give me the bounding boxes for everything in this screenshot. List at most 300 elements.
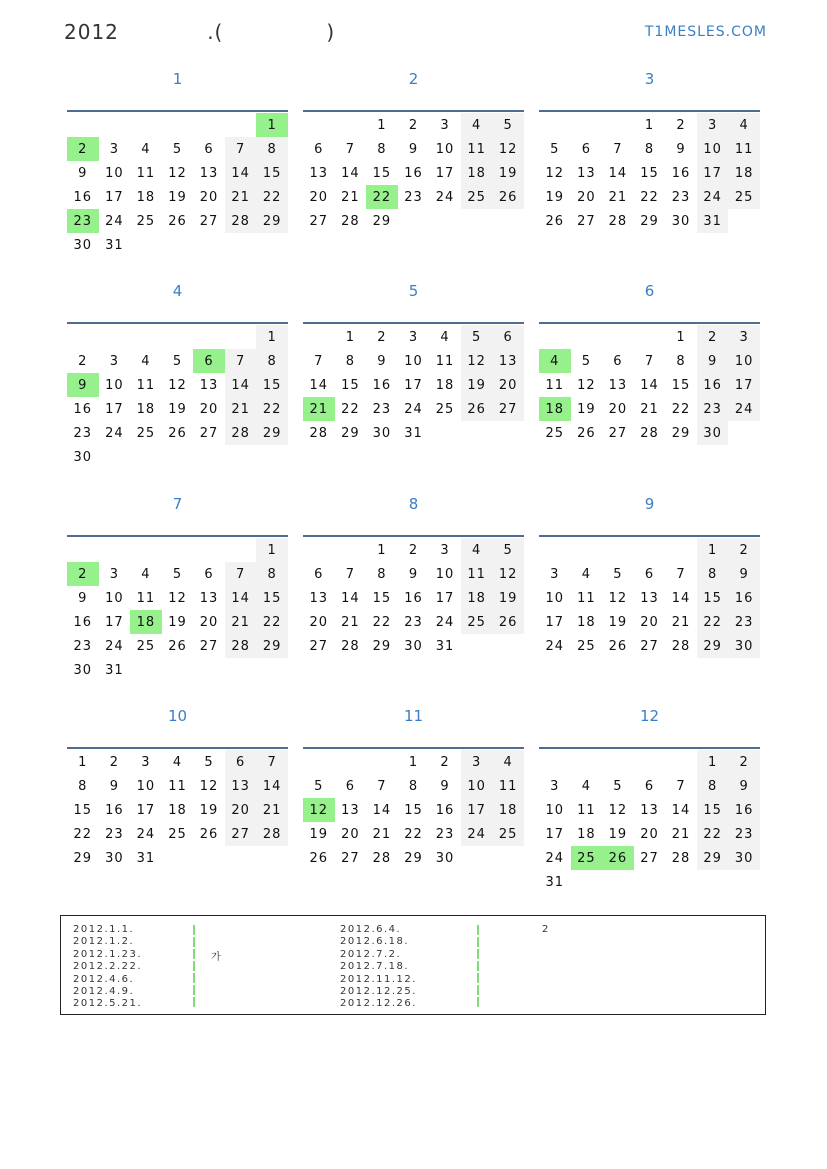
day-cell: 29: [73, 850, 93, 866]
day-cell: 14: [256, 774, 288, 798]
holiday-dates-right: [340, 924, 417, 1011]
empty-cell: [225, 325, 257, 349]
day-grid: [67, 113, 288, 257]
day-cell: 25: [136, 213, 156, 229]
day-cell: 26: [168, 213, 187, 229]
day-cell: 14: [671, 802, 691, 818]
note-date: 2012.7.18.: [340, 961, 410, 973]
day-cell: 1: [408, 754, 419, 770]
day-cell: 22: [671, 401, 691, 417]
empty-cell: [571, 113, 603, 137]
day-cell: 4: [581, 778, 591, 794]
day-cell: 26: [168, 425, 187, 441]
month-10: [67, 707, 288, 866]
day-cell: 27: [225, 822, 257, 846]
day-cell: 26: [545, 213, 565, 229]
month-title: 10: [167, 707, 188, 725]
month-8: [303, 495, 524, 654]
month-6: [539, 282, 760, 441]
day-cell: 27: [577, 213, 596, 229]
holiday-day-cell: 23: [67, 209, 99, 233]
day-cell: 9: [78, 165, 88, 181]
month-divider: [67, 322, 288, 324]
empty-cell: [602, 325, 634, 349]
day-cell: 14: [341, 590, 360, 606]
day-grid: [303, 325, 524, 445]
month-divider: [539, 110, 760, 112]
month-title: 3: [644, 70, 655, 88]
empty-cell: [162, 113, 194, 137]
day-cell: 17: [105, 401, 124, 417]
day-cell: 5: [613, 566, 623, 582]
day-cell: 19: [168, 401, 187, 417]
day-cell: 2: [109, 754, 119, 770]
day-cell: 3: [440, 542, 450, 558]
day-cell: 1: [256, 538, 288, 562]
day-cell: 2: [728, 538, 760, 562]
day-cell: 1: [697, 538, 729, 562]
day-cell: 3: [728, 325, 760, 349]
day-cell: 25: [435, 401, 455, 417]
day-cell: 3: [408, 329, 419, 345]
day-cell: 18: [168, 802, 187, 818]
day-cell: 8: [78, 778, 88, 794]
day-cell: 23: [73, 425, 93, 441]
day-cell: 4: [141, 141, 151, 157]
day-cell: 13: [640, 802, 659, 818]
day-cell: 5: [581, 353, 591, 369]
day-cell: 4: [581, 566, 591, 582]
day-cell: 19: [608, 826, 628, 842]
note-date: 2012.11.12.: [340, 973, 417, 985]
day-cell: 7: [345, 566, 355, 582]
day-cell: 15: [697, 798, 729, 822]
day-cell: 26: [608, 638, 628, 654]
day-cell: 12: [461, 349, 493, 373]
day-cell: 15: [640, 165, 659, 181]
day-cell: 9: [697, 349, 729, 373]
day-cell: 12: [168, 377, 187, 393]
day-cell: 20: [608, 401, 628, 417]
day-cell: 31: [404, 425, 423, 441]
note-date: 2012.1.1.: [73, 924, 135, 935]
month-title: 8: [408, 495, 419, 513]
day-cell: 30: [73, 449, 93, 465]
day-cell: 22: [256, 610, 288, 634]
day-cell: 1: [256, 325, 288, 349]
day-cell: 27: [640, 638, 659, 654]
month-title: 5: [408, 282, 419, 300]
day-cell: 11: [435, 353, 455, 369]
day-cell: 10: [404, 353, 423, 369]
day-cell: 19: [309, 826, 329, 842]
day-cell: 10: [105, 590, 124, 606]
day-grid: [67, 538, 288, 682]
day-cell: 21: [640, 401, 659, 417]
day-cell: 20: [309, 189, 329, 205]
day-cell: 5: [172, 353, 183, 369]
day-cell: 10: [697, 137, 729, 161]
day-cell: 27: [341, 850, 360, 866]
day-cell: 26: [492, 185, 524, 209]
day-cell: 9: [377, 353, 387, 369]
day-cell: 29: [256, 634, 288, 658]
month-title: 4: [172, 282, 183, 300]
month-title: 9: [644, 495, 655, 513]
day-cell: 16: [372, 377, 392, 393]
day-cell: 23: [728, 610, 760, 634]
day-cell: 4: [172, 754, 183, 770]
day-cell: 24: [105, 638, 124, 654]
day-cell: 22: [341, 401, 360, 417]
day-cell: 17: [545, 826, 565, 842]
day-cell: 30: [697, 421, 729, 445]
day-cell: 27: [199, 213, 219, 229]
day-cell: 20: [199, 401, 219, 417]
day-cell: 11: [136, 590, 156, 606]
empty-cell: [335, 113, 367, 137]
day-cell: 22: [256, 185, 288, 209]
day-cell: 21: [608, 189, 628, 205]
day-cell: 15: [372, 590, 392, 606]
day-cell: 28: [640, 425, 659, 441]
day-cell: 24: [136, 826, 156, 842]
month-title: 1: [172, 70, 183, 88]
day-cell: 17: [435, 590, 455, 606]
day-cell: 9: [78, 590, 88, 606]
day-cell: 13: [309, 590, 329, 606]
day-cell: 8: [377, 141, 387, 157]
day-cell: 8: [676, 353, 686, 369]
day-cell: 24: [545, 638, 565, 654]
day-cell: 6: [613, 353, 623, 369]
day-cell: 17: [435, 165, 455, 181]
empty-cell: [303, 325, 335, 349]
day-cell: 20: [640, 826, 659, 842]
day-cell: 14: [309, 377, 329, 393]
day-cell: 15: [341, 377, 360, 393]
day-cell: 28: [225, 421, 257, 445]
empty-cell: [99, 325, 131, 349]
note-date: 2012.12.25.: [340, 986, 417, 998]
day-cell: 29: [256, 209, 288, 233]
holiday-day-cell: 25: [571, 846, 603, 870]
day-cell: 2: [377, 329, 387, 345]
day-cell: 23: [404, 189, 423, 205]
day-cell: 17: [545, 614, 565, 630]
empty-cell: [665, 538, 697, 562]
day-cell: 11: [136, 377, 156, 393]
holiday-day-cell: 21: [303, 397, 335, 421]
day-cell: 5: [492, 538, 524, 562]
day-cell: 3: [109, 141, 119, 157]
day-cell: 17: [404, 377, 423, 393]
note-description-left: 가: [211, 952, 222, 963]
day-cell: 14: [225, 161, 257, 185]
day-grid: [67, 750, 288, 870]
day-cell: 23: [671, 189, 691, 205]
empty-cell: [634, 325, 666, 349]
day-cell: 17: [105, 614, 124, 630]
day-cell: 16: [404, 165, 423, 181]
brand-logo-link[interactable]: T1MESLES.COM: [644, 24, 767, 40]
day-cell: 5: [172, 566, 183, 582]
day-cell: 8: [644, 141, 655, 157]
day-cell: 5: [204, 754, 214, 770]
day-cell: 11: [461, 137, 493, 161]
day-cell: 18: [577, 614, 596, 630]
day-cell: 16: [73, 614, 93, 630]
day-cell: 19: [577, 401, 596, 417]
day-cell: 9: [408, 141, 419, 157]
day-cell: 14: [225, 373, 257, 397]
day-cell: 24: [435, 189, 455, 205]
day-cell: 5: [314, 778, 324, 794]
day-cell: 19: [608, 614, 628, 630]
day-cell: 30: [671, 213, 691, 229]
day-cell: 31: [105, 237, 124, 253]
day-cell: 23: [73, 638, 93, 654]
day-cell: 15: [697, 586, 729, 610]
month-title: 6: [644, 282, 655, 300]
day-cell: 18: [461, 161, 493, 185]
day-cell: 25: [136, 638, 156, 654]
day-cell: 30: [728, 846, 760, 870]
month-divider: [539, 322, 760, 324]
day-cell: 30: [105, 850, 124, 866]
day-cell: 26: [199, 826, 219, 842]
empty-cell: [571, 325, 603, 349]
day-cell: 2: [697, 325, 729, 349]
day-cell: 13: [341, 802, 360, 818]
month-divider: [303, 322, 524, 324]
day-cell: 8: [256, 137, 288, 161]
empty-cell: [571, 538, 603, 562]
day-cell: 13: [309, 165, 329, 181]
day-cell: 1: [377, 542, 387, 558]
day-cell: 12: [545, 165, 565, 181]
day-cell: 28: [671, 850, 691, 866]
day-cell: 27: [309, 213, 329, 229]
day-cell: 12: [168, 590, 187, 606]
day-cell: 6: [314, 566, 324, 582]
empty-cell: [193, 113, 225, 137]
day-cell: 15: [404, 802, 423, 818]
day-cell: 24: [697, 185, 729, 209]
month-1: [67, 70, 288, 253]
day-cell: 29: [372, 213, 392, 229]
empty-cell: [193, 538, 225, 562]
day-cell: 13: [225, 774, 257, 798]
month-divider: [303, 110, 524, 112]
day-cell: 14: [608, 165, 628, 181]
note-date: 2012.1.23.: [73, 948, 143, 960]
day-cell: 12: [199, 778, 219, 794]
day-cell: 16: [671, 165, 691, 181]
day-cell: 17: [136, 802, 156, 818]
empty-cell: [602, 113, 634, 137]
day-cell: 24: [105, 425, 124, 441]
day-cell: 14: [671, 590, 691, 606]
empty-cell: [539, 325, 571, 349]
day-cell: 14: [341, 165, 360, 181]
day-cell: 8: [697, 562, 729, 586]
day-cell: 3: [697, 113, 729, 137]
day-cell: 12: [608, 590, 628, 606]
day-cell: 9: [440, 778, 450, 794]
day-cell: 5: [172, 141, 183, 157]
day-cell: 6: [644, 778, 655, 794]
month-divider: [67, 535, 288, 537]
day-cell: 7: [345, 141, 355, 157]
day-cell: 21: [372, 826, 392, 842]
day-cell: 6: [644, 566, 655, 582]
holiday-day-cell: 26: [602, 846, 634, 870]
day-cell: 21: [341, 614, 360, 630]
day-cell: 4: [461, 538, 493, 562]
day-cell: 10: [545, 590, 565, 606]
note-separator: [193, 925, 195, 1009]
day-cell: 29: [404, 850, 423, 866]
note-date: 2012.12.26.: [340, 998, 417, 1010]
day-cell: 4: [728, 113, 760, 137]
empty-cell: [571, 750, 603, 774]
day-cell: 27: [199, 638, 219, 654]
day-cell: 7: [676, 566, 686, 582]
day-cell: 6: [492, 325, 524, 349]
day-cell: 8: [345, 353, 355, 369]
day-cell: 25: [461, 185, 493, 209]
day-cell: 12: [492, 137, 524, 161]
day-cell: 4: [141, 566, 151, 582]
day-cell: 17: [461, 798, 493, 822]
day-cell: 13: [577, 165, 596, 181]
day-cell: 19: [168, 189, 187, 205]
day-cell: 21: [225, 610, 257, 634]
day-cell: 15: [73, 802, 93, 818]
empty-cell: [193, 325, 225, 349]
day-cell: 19: [168, 614, 187, 630]
day-cell: 11: [728, 137, 760, 161]
day-cell: 1: [345, 329, 355, 345]
day-cell: 11: [545, 377, 565, 393]
day-grid: [67, 325, 288, 469]
day-cell: 23: [697, 397, 729, 421]
day-cell: 11: [461, 562, 493, 586]
day-cell: 20: [640, 614, 659, 630]
page-title: 2012 .( ): [64, 20, 336, 44]
day-cell: 9: [109, 778, 119, 794]
day-cell: 9: [408, 566, 419, 582]
day-cell: 26: [309, 850, 329, 866]
day-cell: 8: [256, 349, 288, 373]
day-cell: 27: [492, 397, 524, 421]
month-divider: [539, 535, 760, 537]
day-cell: 21: [671, 614, 691, 630]
day-cell: 15: [671, 377, 691, 393]
day-cell: 27: [309, 638, 329, 654]
empty-cell: [67, 325, 99, 349]
day-cell: 11: [492, 774, 524, 798]
day-cell: 3: [141, 754, 151, 770]
day-cell: 11: [168, 778, 187, 794]
day-cell: 22: [372, 614, 392, 630]
day-cell: 3: [109, 566, 119, 582]
day-cell: 27: [608, 425, 628, 441]
day-cell: 11: [136, 165, 156, 181]
empty-cell: [225, 113, 257, 137]
day-cell: 6: [204, 141, 214, 157]
day-cell: 30: [435, 850, 455, 866]
day-cell: 2: [408, 117, 419, 133]
day-cell: 23: [105, 826, 124, 842]
day-cell: 29: [372, 638, 392, 654]
day-cell: 16: [697, 373, 729, 397]
note-date: 2012.1.2.: [73, 936, 135, 948]
day-cell: 19: [492, 586, 524, 610]
day-cell: 22: [697, 610, 729, 634]
day-cell: 22: [73, 826, 93, 842]
day-cell: 30: [73, 237, 93, 253]
holiday-day-cell: 2: [67, 562, 99, 586]
month-title: 2: [408, 70, 419, 88]
day-cell: 24: [435, 614, 455, 630]
empty-cell: [539, 538, 571, 562]
month-title: 12: [639, 707, 660, 725]
day-cell: 20: [225, 798, 257, 822]
empty-cell: [303, 750, 335, 774]
month-divider: [67, 747, 288, 749]
day-cell: 2: [728, 750, 760, 774]
day-cell: 4: [141, 353, 151, 369]
note-date: 2012.4.9.: [73, 986, 135, 998]
day-cell: 6: [581, 141, 591, 157]
day-cell: 19: [461, 373, 493, 397]
holiday-day-cell: 1: [256, 113, 288, 137]
day-cell: 30: [73, 662, 93, 678]
day-cell: 21: [225, 397, 257, 421]
day-cell: 3: [550, 778, 560, 794]
day-cell: 7: [225, 349, 257, 373]
day-cell: 24: [105, 213, 124, 229]
month-divider: [539, 747, 760, 749]
day-cell: 19: [199, 802, 219, 818]
month-12: [539, 707, 760, 890]
day-cell: 23: [435, 826, 455, 842]
day-cell: 5: [550, 141, 560, 157]
day-cell: 22: [697, 822, 729, 846]
empty-cell: [539, 750, 571, 774]
day-cell: 10: [461, 774, 493, 798]
month-9: [539, 495, 760, 654]
day-cell: 16: [105, 802, 124, 818]
holiday-day-cell: 22: [366, 185, 398, 209]
holiday-day-cell: 12: [303, 798, 335, 822]
holiday-dates-left: [73, 924, 142, 1011]
day-cell: 18: [728, 161, 760, 185]
day-cell: 21: [341, 189, 360, 205]
day-cell: 1: [697, 750, 729, 774]
note-description-right: 2: [542, 924, 550, 935]
holiday-day-cell: 6: [193, 349, 225, 373]
day-cell: 29: [697, 846, 729, 870]
day-cell: 18: [577, 826, 596, 842]
day-cell: 2: [676, 117, 686, 133]
day-cell: 28: [309, 425, 329, 441]
note-separator: [477, 925, 479, 1009]
day-grid: [303, 750, 524, 870]
day-cell: 26: [461, 397, 493, 421]
